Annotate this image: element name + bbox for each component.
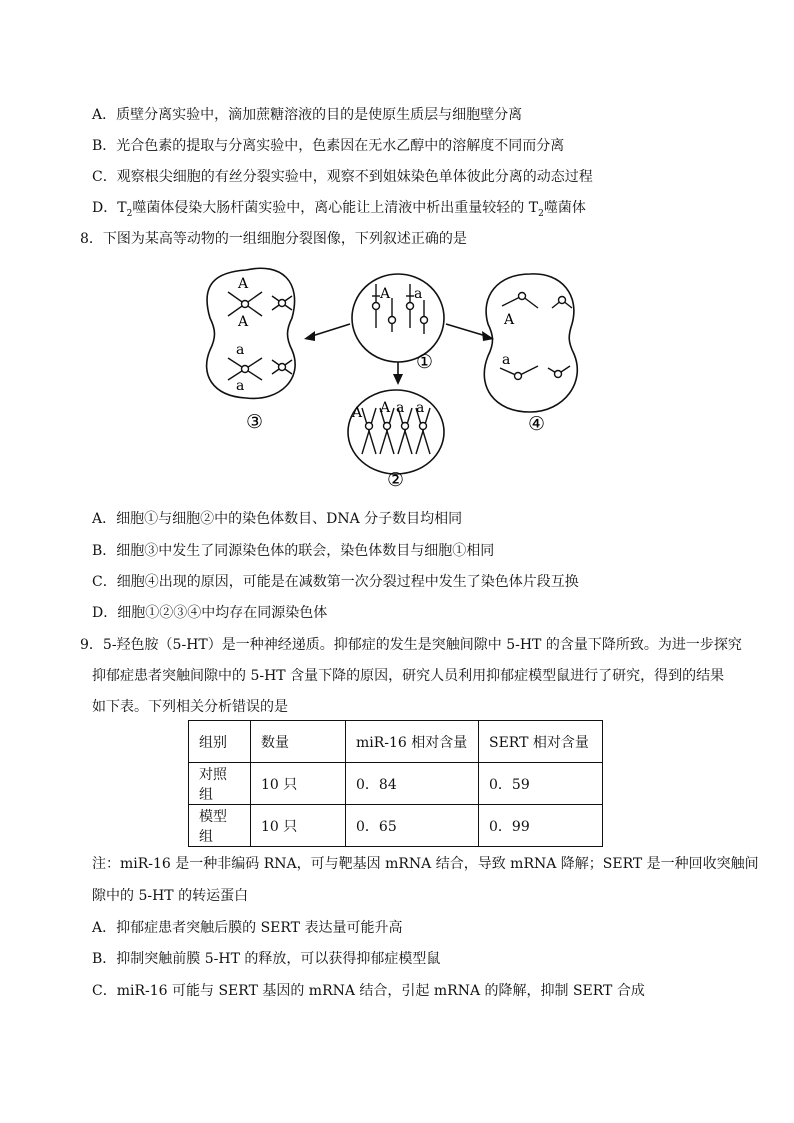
cell-2-allele-A-2: A <box>380 400 391 416</box>
q8-option-d: D．细胞①②③④中均存在同源染色体 <box>92 605 328 621</box>
cell-4-allele-a: a <box>502 352 511 368</box>
q8-option-a: A．细胞①与细胞②中的染色体数目、DNA 分子数目均相同 <box>92 511 463 527</box>
table-cell: 10 只 <box>251 805 346 847</box>
cell-1-allele-A: A <box>380 286 391 302</box>
cell-1-allele-a: a <box>414 286 423 302</box>
table-row <box>189 763 603 805</box>
table-row <box>189 805 603 847</box>
cell-3-label: ③ <box>246 411 264 433</box>
q9-stem-line-3: 如下表。下列相关分析错误的是 <box>92 699 288 715</box>
cell-1-membrane <box>352 274 444 362</box>
q9-option-a: A．抑郁症患者突触后膜的 SERT 表达量可能升高 <box>92 920 403 936</box>
table-header-cell: SERT 相对含量 <box>479 721 603 763</box>
q9-stem-line-2: 抑郁症患者突触间隙中的 5-HT 含量下降的原因，研究人员利用抑郁症模型鼠进行了研究，得到的结果 <box>92 668 725 684</box>
cell-division-figure <box>200 262 600 492</box>
cell-3-allele-A-top: A <box>238 276 249 292</box>
q8-option-c: C．细胞④出现的原因，可能是在减数第一次分裂过程中发生了染色体片段互换 <box>92 574 579 590</box>
table-cell: 0．65 <box>346 805 479 847</box>
q7-option-a: A．质壁分离实验中，滴加蔗糖溶液的目的是使原生质层与细胞壁分离 <box>92 107 523 123</box>
table-header-row <box>189 721 603 763</box>
table-header-cell: miR-16 相对含量 <box>346 721 479 763</box>
cell-1-label: ① <box>416 351 434 373</box>
cell-2-label: ② <box>387 469 405 491</box>
q7-option-c: C．观察根尖细胞的有丝分裂实验中，观察不到姐妹染色单体彼此分离的动态过程 <box>92 169 593 185</box>
cell-4-label: ④ <box>528 413 546 435</box>
cell-2-allele-A-1: A <box>352 405 363 421</box>
table-cell: 模型组 <box>189 805 251 847</box>
q7-option-d: D．$T_2$噬菌体侵染大肠杆菌实验中，离心能让上清液中析出重量较轻的 $T_2$噬菌体 <box>92 200 586 219</box>
table-header-cell: 组别 <box>189 721 251 763</box>
cell-4-allele-A: A <box>504 312 515 328</box>
q9-option-c: C．miR-16 可能与 SERT 基因的 mRNA 结合，引起 mRNA 的降解，抑制 SERT 合成 <box>92 983 645 999</box>
table-cell: 0．99 <box>479 805 603 847</box>
q9-note-line-2: 隙中的 5-HT 的转运蛋白 <box>92 888 249 904</box>
cell-4-membrane <box>484 274 577 412</box>
table-header-cell: 数量 <box>251 721 346 763</box>
table-cell: 对照组 <box>189 763 251 805</box>
cell-2-allele-a-1: a <box>396 400 405 416</box>
cell-2-allele-a-2: a <box>416 400 425 416</box>
q7-option-b: B．光合色素的提取与分离实验中，色素因在无水乙醇中的溶解度不同而分离 <box>92 138 565 154</box>
q9-option-b: B．抑制突触前膜 5-HT 的释放，可以获得抑郁症模型鼠 <box>92 951 441 967</box>
q8-option-b: B．细胞③中发生了同源染色体的联会，染色体数目与细胞①相同 <box>92 543 495 559</box>
table-cell: 10 只 <box>251 763 346 805</box>
table-cell: 0．59 <box>479 763 603 805</box>
results-table <box>188 720 603 847</box>
cell-3-membrane <box>207 268 296 398</box>
cell-3-allele-A-bottom: A <box>238 314 249 330</box>
table-cell: 0．84 <box>346 763 479 805</box>
q9-note-line-1: 注：miR-16 是一种非编码 RNA，可与靶基因 mRNA 结合，导致 mRNA 降解；SERT 是一种回收突触间 <box>92 856 759 872</box>
cell-3-allele-a-top: a <box>236 342 245 358</box>
q8-stem: 8．下图为某高等动物的一组细胞分裂图像，下列叙述正确的是 <box>80 231 467 247</box>
cell-3-allele-a-bottom: a <box>236 378 245 394</box>
q9-stem-line-1: 9．5-羟色胺（5-HT）是一种神经递质。抑郁症的发生是突触间隙中 5-HT 的含量下降所致。为进一步探究 <box>80 637 742 653</box>
